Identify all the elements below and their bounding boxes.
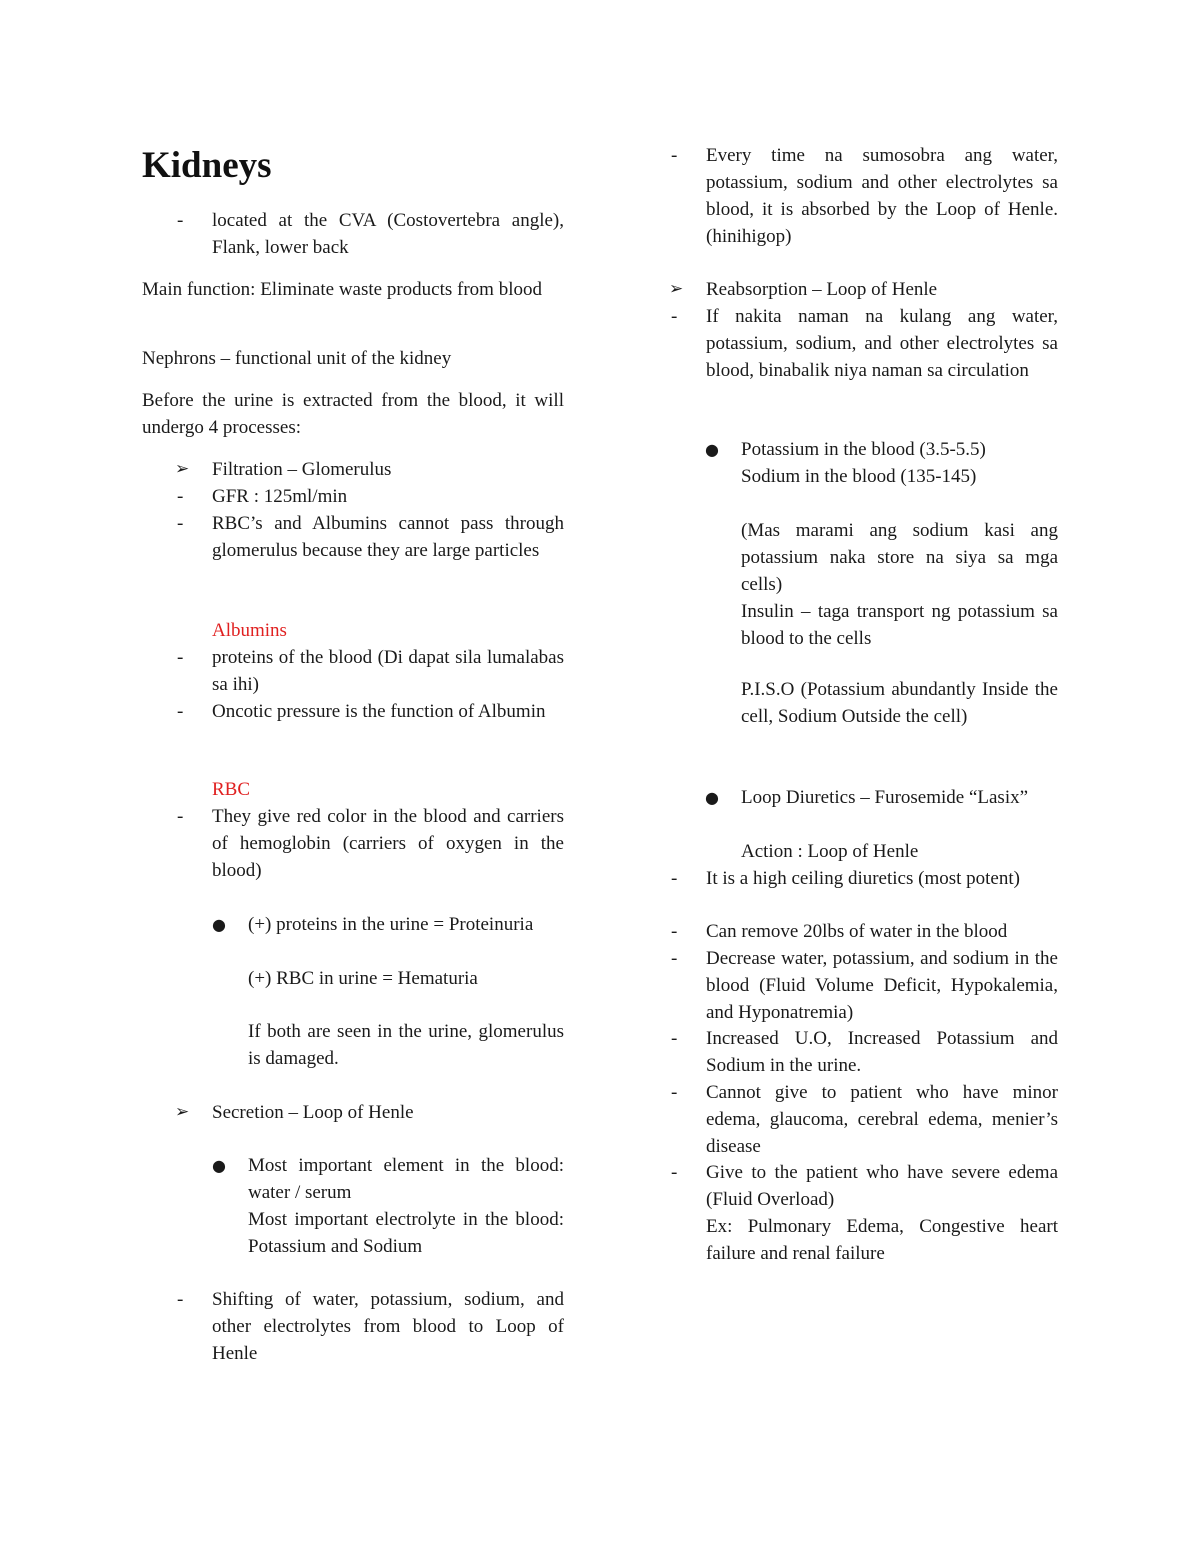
dash-marker: - (671, 921, 678, 942)
dash-marker: - (177, 701, 184, 722)
dash-marker: - (177, 647, 184, 668)
list-item: - GFR : 125ml/min (212, 483, 564, 510)
list-item: - Give to the patient who have severe edema (Fluid Overload) (706, 1159, 1058, 1213)
process-heading-filtration: ➢ Filtration – Glomerulus (212, 456, 564, 483)
processes-intro-paragraph: Before the urine is extracted from the blood, it will undergo 4 processes: (142, 390, 564, 438)
list-item: - proteins of the blood (Di dapat sila lumalabas sa ihi) (212, 644, 564, 698)
process-heading-secretion: ➢ Secretion – Loop of Henle (212, 1099, 564, 1126)
list-item: - It is a high ceiling diuretics (most potent) (706, 865, 1058, 892)
main-function-paragraph: Main function: Eliminate waste products from blood (142, 279, 542, 300)
bullet-continuation: (+) RBC in urine = Hematuria (248, 968, 478, 989)
dash-marker: - (671, 145, 678, 166)
dash-marker: - (177, 486, 184, 507)
dash-marker: - (671, 948, 678, 969)
bullet-continuation: Insulin – taga transport ng potassium sa blood to the cells (741, 601, 1058, 649)
bullet-dot-icon: ● (705, 440, 719, 459)
bullet-item: ● (+) proteins in the urine = Proteinuria (248, 911, 564, 938)
dash-marker: - (671, 1028, 678, 1049)
process-heading-reabsorption: ➢ Reabsorption – Loop of Henle (706, 276, 1058, 303)
bullet-item: ● Loop Diuretics – Furosemide “Lasix” (741, 784, 1058, 811)
list-item: - Cannot give to patient who have minor edema, glaucoma, cerebral edema, menier’s disease (706, 1079, 1058, 1160)
bullet-continuation: Sodium in the blood (135-145) (741, 466, 977, 487)
dash-marker: - (671, 306, 678, 327)
bullet-continuation: Action : Loop of Henle (741, 841, 919, 862)
page-title: Kidneys (142, 145, 272, 186)
list-item: - RBC’s and Albumins cannot pass through glomerulus because they are large particles (212, 510, 564, 564)
list-item: - They give red color in the blood and carriers of hemoglobin (carriers of oxygen in the blood) (212, 803, 564, 884)
bullet-continuation: (Mas marami ang sodium kasi ang potassium naka store na siya sa mga cells) (741, 520, 1058, 595)
bullet-continuation: P.I.S.O (Potassium abundantly Inside the cell, Sodium Outside the cell) (741, 679, 1058, 727)
bullet-item: ● Most important element in the blood: water / serum (248, 1152, 564, 1206)
arrow-bullet-icon: ➢ (175, 1102, 190, 1122)
list-item: - Increased U.O, Increased Potassium and Sodium in the urine. (706, 1025, 1058, 1079)
dash-marker: - (671, 868, 678, 889)
arrow-bullet-icon: ➢ (175, 459, 190, 479)
list-item: - Every time na sumosobra ang water, potassium, sodium and other electrolytes sa blood, it is absorbed by the Loop of Henle. (hinihigop) (706, 142, 1058, 250)
bullet-dot-icon: ● (705, 788, 719, 807)
list-item: - Decrease water, potassium, and sodium in the blood (Fluid Volume Deficit, Hypokalemia, and Hyponatremia) (706, 945, 1058, 1026)
dash-marker: - (671, 1162, 678, 1183)
dash-marker: - (177, 806, 184, 827)
example-line: Ex: Pulmonary Edema, Congestive heart failure and renal failure (706, 1216, 1058, 1264)
list-item: - If nakita naman na kulang ang water, potassium, sodium, and other electrolytes sa blood, binabalik niya naman sa circulation (706, 303, 1058, 384)
dash-marker: - (177, 513, 184, 534)
dash-marker: - (177, 1289, 184, 1310)
list-item: - Can remove 20lbs of water in the blood (706, 918, 1058, 945)
dash-marker: - (671, 1082, 678, 1103)
bullet-dot-icon: ● (212, 915, 226, 934)
dash-marker: - (177, 210, 184, 231)
rbc-heading: RBC (212, 779, 251, 800)
list-item: - Oncotic pressure is the function of Albumin (212, 698, 564, 725)
bullet-item: ● Potassium in the blood (3.5-5.5) (741, 436, 1058, 463)
bullet-continuation: Most important electrolyte in the blood: Potassium and Sodium (248, 1209, 564, 1257)
bullet-dot-icon: ● (212, 1156, 226, 1175)
bullet-continuation: If both are seen in the urine, glomerulus is damaged. (248, 1021, 564, 1069)
albumins-heading: Albumins (212, 620, 287, 641)
list-item: - located at the CVA (Costovertebra angle), Flank, lower back (212, 207, 564, 261)
arrow-bullet-icon: ➢ (669, 279, 684, 299)
nephrons-paragraph: Nephrons – functional unit of the kidney (142, 348, 452, 369)
list-item: - Shifting of water, potassium, sodium, and other electrolytes from blood to Loop of Henle (212, 1286, 564, 1367)
